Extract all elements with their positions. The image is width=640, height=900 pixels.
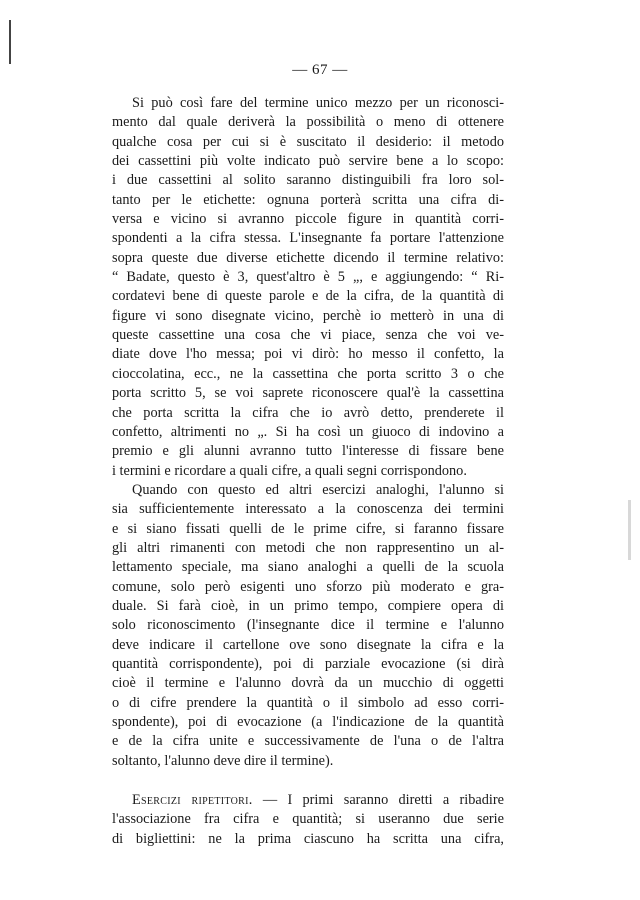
text-line: porta scritto 5, se voi saprete riconoscere qual'è la cassettina xyxy=(112,385,504,402)
text-line: cordatevi bene di queste parole e de la cifra, de la quantità di xyxy=(112,288,504,305)
text-line: “ Badate, questo è 3, quest'altro è 5 „, e aggiungendo: “ Ri- xyxy=(112,269,504,286)
text-line: dei cassettini più volte indicato può servire bene a lo scopo: xyxy=(112,153,504,170)
text-line: e de la cifra unite e successivamente de l'una o de l'altra xyxy=(112,733,504,750)
text-line: confetto, altrimenti no „. Si ha così un giuoco di indovino a xyxy=(112,423,504,440)
text-line: di bigliettini: ne la prima ciascuno ha scritta una cifra, xyxy=(112,830,504,847)
text-line: Quando con questo ed altri esercizi analoghi, l'alunno si xyxy=(132,481,504,498)
text-line: qualche cosa per cui si è suscitato il desiderio: il metodo xyxy=(112,133,504,150)
text-line: duale. Si farà cioè, in un primo tempo, compiere opera di xyxy=(112,597,504,614)
paragraph-gap xyxy=(112,771,504,791)
section-heading-line xyxy=(112,791,504,810)
section-heading: Esercizi ripetitori. xyxy=(132,792,253,809)
text-line: i due cassettini al solito saranno distinguibili fra loro sol- xyxy=(112,172,504,189)
text-line: diate dove l'ho messa; poi vi dirò: ho messo il confetto, la xyxy=(112,346,504,363)
page-edge-shadow xyxy=(628,500,631,560)
text-line: sopra queste due diverse etichette dicendo il termine relativo: xyxy=(112,249,504,266)
text-line: quantità corrispondente), poi di parziale evocazione (si dirà xyxy=(112,655,504,672)
text-line: cioccolatina, ecc., ne la cassettina che porta scritto 3 o che xyxy=(112,365,504,382)
text-line: o di cifre prendere la quantità o il simbolo ad esso corri- xyxy=(112,694,504,711)
text-line: gli altri rimanenti con metodi che non rappresentino un al- xyxy=(112,539,504,556)
text-line: sia sufficientemente interessato a la conoscenza dei termini xyxy=(112,501,504,518)
text-line: soltanto, l'alunno deve dire il termine). xyxy=(112,752,334,769)
text-line: e si siano fissati quelli de le prime cifre, si faranno fissare xyxy=(112,520,504,537)
text-line: spondenti a la cifra stessa. L'insegnante fa portare l'attenzione xyxy=(112,230,504,247)
page-number: — 67 — xyxy=(292,62,348,78)
text-line: tanto per le etichette: ognuna porterà scritta una cifra di- xyxy=(112,191,504,208)
text-line: lettamento speciale, ma siano analoghi a quelli de la scuola xyxy=(112,559,504,576)
text-line: premio e gli alunni avranno tutto l'interesse di fissare bene xyxy=(112,443,504,460)
body-text xyxy=(112,94,504,849)
text-line: figure vi sono disegnate vicino, perchè io metterò in una di xyxy=(112,307,504,324)
text-line: Si può così fare del termine unico mezzo per un riconosci- xyxy=(132,95,504,111)
text-line-fragment: — I primi saranno diretti a ribadire xyxy=(252,792,504,809)
text-line: spondente), poi di evocazione (a l'indicazione de la quantità xyxy=(112,714,504,730)
page-edge-mark xyxy=(9,20,11,64)
text-line: che porta scritta la cifra che io avrò detto, prenderete il xyxy=(112,404,504,421)
text-line: cioè il termine e l'alunno dovrà da un mucchio di oggetti xyxy=(112,675,504,692)
text-line: comune, solo però esigenti uno sforzo più moderato e gra- xyxy=(112,578,504,595)
text-line: versa e vicino si avranno piccole figure in quantità corri- xyxy=(112,211,504,228)
text-line: l'associazione fra cifra e quantità; si useranno due serie xyxy=(112,811,504,828)
text-line: deve indicare il cartellone ove sono disegnate la cifra e la xyxy=(112,636,504,653)
text-line: i termini e ricordare a quali cifre, a quali segni corrispondono. xyxy=(112,462,467,479)
text-line: mento dal quale deriverà la possibilità o meno di ottenere xyxy=(112,114,504,131)
text-line: queste cassettine una cosa che vi piace, senza che voi ve- xyxy=(112,327,504,344)
text-line: solo riconoscimento (l'insegnante dice il termine e l'alunno xyxy=(112,617,504,634)
